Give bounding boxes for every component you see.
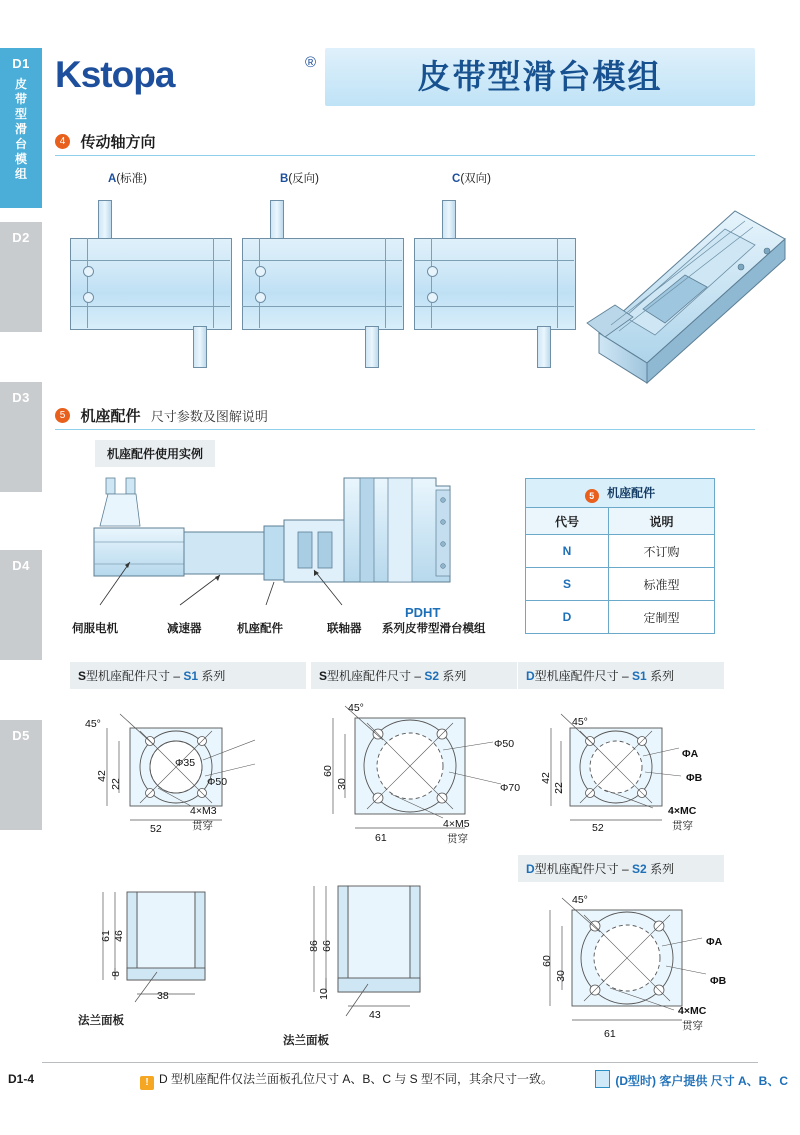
drawing-c-hole1 (427, 266, 438, 277)
table-title-bullet: 5 (585, 489, 599, 503)
d-s1-d2-label: ΦB (686, 772, 703, 784)
table-cell-code-d: D (526, 601, 609, 634)
s2-angle-label: 45° (348, 702, 364, 714)
sidebar-item-d1-label: 皮带型滑台模组 (14, 77, 27, 181)
drawing-b-shaft-bottom (365, 326, 379, 368)
drawing-b-line2 (242, 306, 402, 307)
drawing-b-line1 (242, 260, 402, 261)
s1-flange-h-label: 61 (99, 930, 112, 942)
s2-flange-w-label: 43 (369, 1009, 381, 1021)
brand-logo (55, 54, 174, 96)
dim-head-d-s2 (518, 855, 724, 882)
option-a-code: A (108, 173, 117, 185)
drawing-b-hole2 (255, 292, 266, 303)
base-fitting-table (525, 478, 715, 634)
dim-head-d-s1-series: S1 (632, 669, 647, 683)
document-icon (595, 1070, 610, 1088)
assembly-example-drawing (70, 470, 520, 610)
drawing-c-shaft-bottom (537, 326, 551, 368)
drawing-option-c (409, 200, 579, 380)
d-s2-h2-label: 30 (554, 970, 567, 982)
dim-head-s-s2-text: 型机座配件尺寸 – (327, 669, 422, 683)
s2-flange-h2-label: 66 (320, 940, 333, 952)
footer-note (595, 1070, 788, 1089)
drawing-c-hole2 (427, 292, 438, 303)
s1-flange-h2-label: 46 (112, 930, 125, 942)
drawing-a-line2 (70, 306, 230, 307)
option-c-code: C (452, 173, 461, 185)
section-4-divider (55, 155, 755, 156)
sidebar-item-d5[interactable] (0, 720, 42, 830)
d-s2-through-label: 贯穿 (682, 1020, 703, 1032)
dim-head-d-s2-prefix: D (526, 862, 535, 876)
s2-h-label: 60 (321, 765, 334, 777)
section-4-bullet: 4 (55, 134, 70, 149)
s1-thread-label: 4×M3 (190, 805, 217, 817)
s2-flange-side-drawing (300, 880, 500, 1030)
page-code: D1-4 (8, 1072, 35, 1086)
dim-head-s-s1 (70, 662, 306, 689)
table-title-text: 机座配件 (607, 485, 656, 500)
table-cell-code-s: S (526, 568, 609, 601)
page-header (55, 48, 755, 108)
s2-thread-label: 4×M5 (443, 818, 470, 830)
drawing-a-shaft-bottom (193, 326, 207, 368)
drawing-b-hole1 (255, 266, 266, 277)
table-cell-desc-d: 定制型 (609, 601, 715, 634)
drawing-c-vline1 (431, 238, 432, 328)
dim-head-s-s1-prefix: S (78, 669, 87, 683)
s2-flange-caption: 法兰面板 (283, 1035, 329, 1047)
d-s1-d1-label: ΦA (682, 748, 699, 760)
d-s1-angle-label: 45° (572, 716, 588, 728)
d-s2-d2-label: ΦB (710, 975, 727, 987)
dim-head-s-s1-series: S1 (183, 669, 199, 683)
s1-flange-h3-label: 8 (109, 971, 122, 977)
page-title: 皮带型滑台模组 (417, 58, 663, 95)
s2-flange-h-label: 86 (307, 940, 320, 952)
side-tab-rail (0, 0, 42, 1135)
d-s2-thread-label: 4×MC (678, 1005, 707, 1017)
d-s1-thread-label: 4×MC (668, 805, 697, 817)
sidebar-item-d1-code: D1 (12, 56, 30, 71)
table-row (526, 568, 715, 601)
table-header-desc: 说明 (609, 508, 715, 535)
s1-d1-label: Φ35 (175, 757, 196, 769)
dim-head-s-s1-suffix: 系列 (201, 669, 226, 683)
page-title-bar (325, 48, 755, 106)
section-5-bullet: 5 (55, 408, 70, 423)
brand-name: Kstopa (55, 54, 175, 95)
s1-flange-caption: 法兰面板 (78, 1015, 124, 1027)
d-s1-h2-label: 22 (552, 782, 565, 794)
callout-coupling: 联轴器 (327, 623, 362, 635)
s1-d2-label: Φ50 (207, 776, 228, 788)
table-header-code: 代号 (526, 508, 609, 535)
s1-through-label: 贯穿 (192, 820, 213, 832)
d-s2-front-view-drawing (530, 890, 750, 1040)
dim-head-s-s2-prefix: S (319, 669, 328, 683)
s1-flange-w-label: 38 (157, 990, 169, 1002)
s2-d2-label: Φ70 (500, 782, 521, 794)
d-s2-d1-label: ΦA (706, 936, 723, 948)
callout-servo-motor: 伺服电机 (72, 623, 118, 635)
sidebar-item-d1[interactable] (0, 48, 42, 208)
section-4-heading (55, 131, 155, 155)
table-title-cell (526, 479, 715, 508)
drawing-a-hole1 (83, 266, 94, 277)
s2-flange-h3-label: 10 (317, 988, 330, 1000)
option-b-code: B (280, 173, 289, 185)
drawing-b-vline2 (385, 238, 386, 328)
dim-head-s-s1-text: 型机座配件尺寸 – (86, 669, 181, 683)
drawing-c-line2 (414, 306, 574, 307)
option-a-desc: (标准) (116, 173, 147, 185)
s1-flange-side-drawing (95, 880, 285, 1015)
footer-divider (42, 1062, 758, 1063)
s1-h-label: 42 (95, 770, 108, 782)
footer-warning (140, 1070, 553, 1090)
section-4-title: 传动轴方向 (80, 134, 156, 151)
s2-w-label: 61 (375, 832, 387, 844)
drawing-a-shaft-top (98, 200, 112, 242)
table-cell-code-n: N (526, 535, 609, 568)
d-s1-w-label: 52 (592, 822, 604, 834)
option-a-label (108, 170, 147, 186)
d-s2-h-label: 60 (540, 955, 553, 967)
s2-d1-label: Φ50 (494, 738, 515, 750)
registered-mark: ® (305, 54, 317, 71)
table-row (526, 601, 715, 634)
dim-head-d-s2-text: 型机座配件尺寸 – (534, 862, 629, 876)
dim-head-d-s2-suffix: 系列 (650, 862, 675, 876)
drawing-b-vline1 (259, 238, 260, 328)
dim-head-d-s2-series: S2 (632, 862, 647, 876)
example-chip: 机座配件使用实例 (95, 440, 215, 467)
section-5-divider (55, 429, 755, 430)
sidebar-item-d4-code: D4 (12, 558, 30, 573)
product-label-pdht: PDHT (405, 605, 441, 620)
dim-head-s-s2-series: S2 (424, 669, 440, 683)
drawing-a-line1 (70, 260, 230, 261)
drawing-a-hole2 (83, 292, 94, 303)
drawing-option-b (237, 200, 407, 380)
dim-head-d-s1-suffix: 系列 (650, 669, 675, 683)
drawing-option-a (65, 200, 235, 380)
sidebar-item-d2[interactable] (0, 222, 42, 332)
product-label-series: 系列皮带型滑台模组 (382, 623, 486, 635)
sidebar-item-d3-code: D3 (12, 390, 30, 405)
option-b-desc: (反向) (288, 173, 319, 185)
warning-icon: ! (140, 1076, 154, 1090)
section-5-subtitle: 尺寸参数及图解说明 (150, 409, 268, 424)
sidebar-item-d4[interactable] (0, 550, 42, 660)
dim-head-d-s1 (518, 662, 724, 689)
table-row (526, 535, 715, 568)
s1-h2-label: 22 (109, 778, 122, 790)
drawing-a-vline2 (213, 238, 214, 328)
s1-w-label: 52 (150, 823, 162, 835)
footer-warning-text: D 型机座配件仅法兰面板孔位尺寸 A、B、C 与 S 型不同，其余尺寸一致。 (159, 1072, 554, 1086)
dim-head-s-s2-suffix: 系列 (442, 669, 467, 683)
dim-head-s-s2 (311, 662, 517, 689)
option-b-label (280, 170, 319, 186)
s1-angle-label: 45° (85, 718, 101, 730)
d-s1-through-label: 贯穿 (672, 820, 693, 832)
dim-head-d-s1-text: 型机座配件尺寸 – (534, 669, 629, 683)
s2-h2-label: 30 (335, 778, 348, 790)
d-s1-h-label: 42 (539, 772, 552, 784)
d-s2-w-label: 61 (604, 1028, 616, 1040)
d-s2-angle-label: 45° (572, 894, 588, 906)
drawing-c-body (414, 238, 576, 330)
sidebar-item-d2-code: D2 (12, 230, 30, 245)
drawing-b-body (242, 238, 404, 330)
table-cell-desc-s: 标准型 (609, 568, 715, 601)
isometric-module-drawing (585, 205, 795, 400)
drawing-a-vline1 (87, 238, 88, 328)
footer-note-text: (D型时) 客户提供 尺寸 A、B、C (615, 1074, 788, 1088)
option-c-desc: (双向) (460, 173, 491, 185)
section-5-title: 机座配件 (80, 408, 141, 425)
option-c-label (452, 170, 491, 186)
section-5-heading (55, 405, 268, 429)
sidebar-item-d3[interactable] (0, 382, 42, 492)
callout-base-fitting: 机座配件 (237, 623, 283, 635)
s2-through-label: 贯穿 (447, 833, 468, 845)
drawing-b-shaft-top (270, 200, 284, 242)
dim-head-d-s1-prefix: D (526, 669, 535, 683)
s2-front-view-drawing (325, 700, 535, 850)
callout-reducer: 减速器 (167, 623, 202, 635)
sidebar-item-d5-code: D5 (12, 728, 30, 743)
drawing-c-line1 (414, 260, 574, 261)
drawing-a-body (70, 238, 232, 330)
table-cell-desc-n: 不订购 (609, 535, 715, 568)
drawing-c-shaft-top (442, 200, 456, 242)
drawing-c-vline2 (557, 238, 558, 328)
